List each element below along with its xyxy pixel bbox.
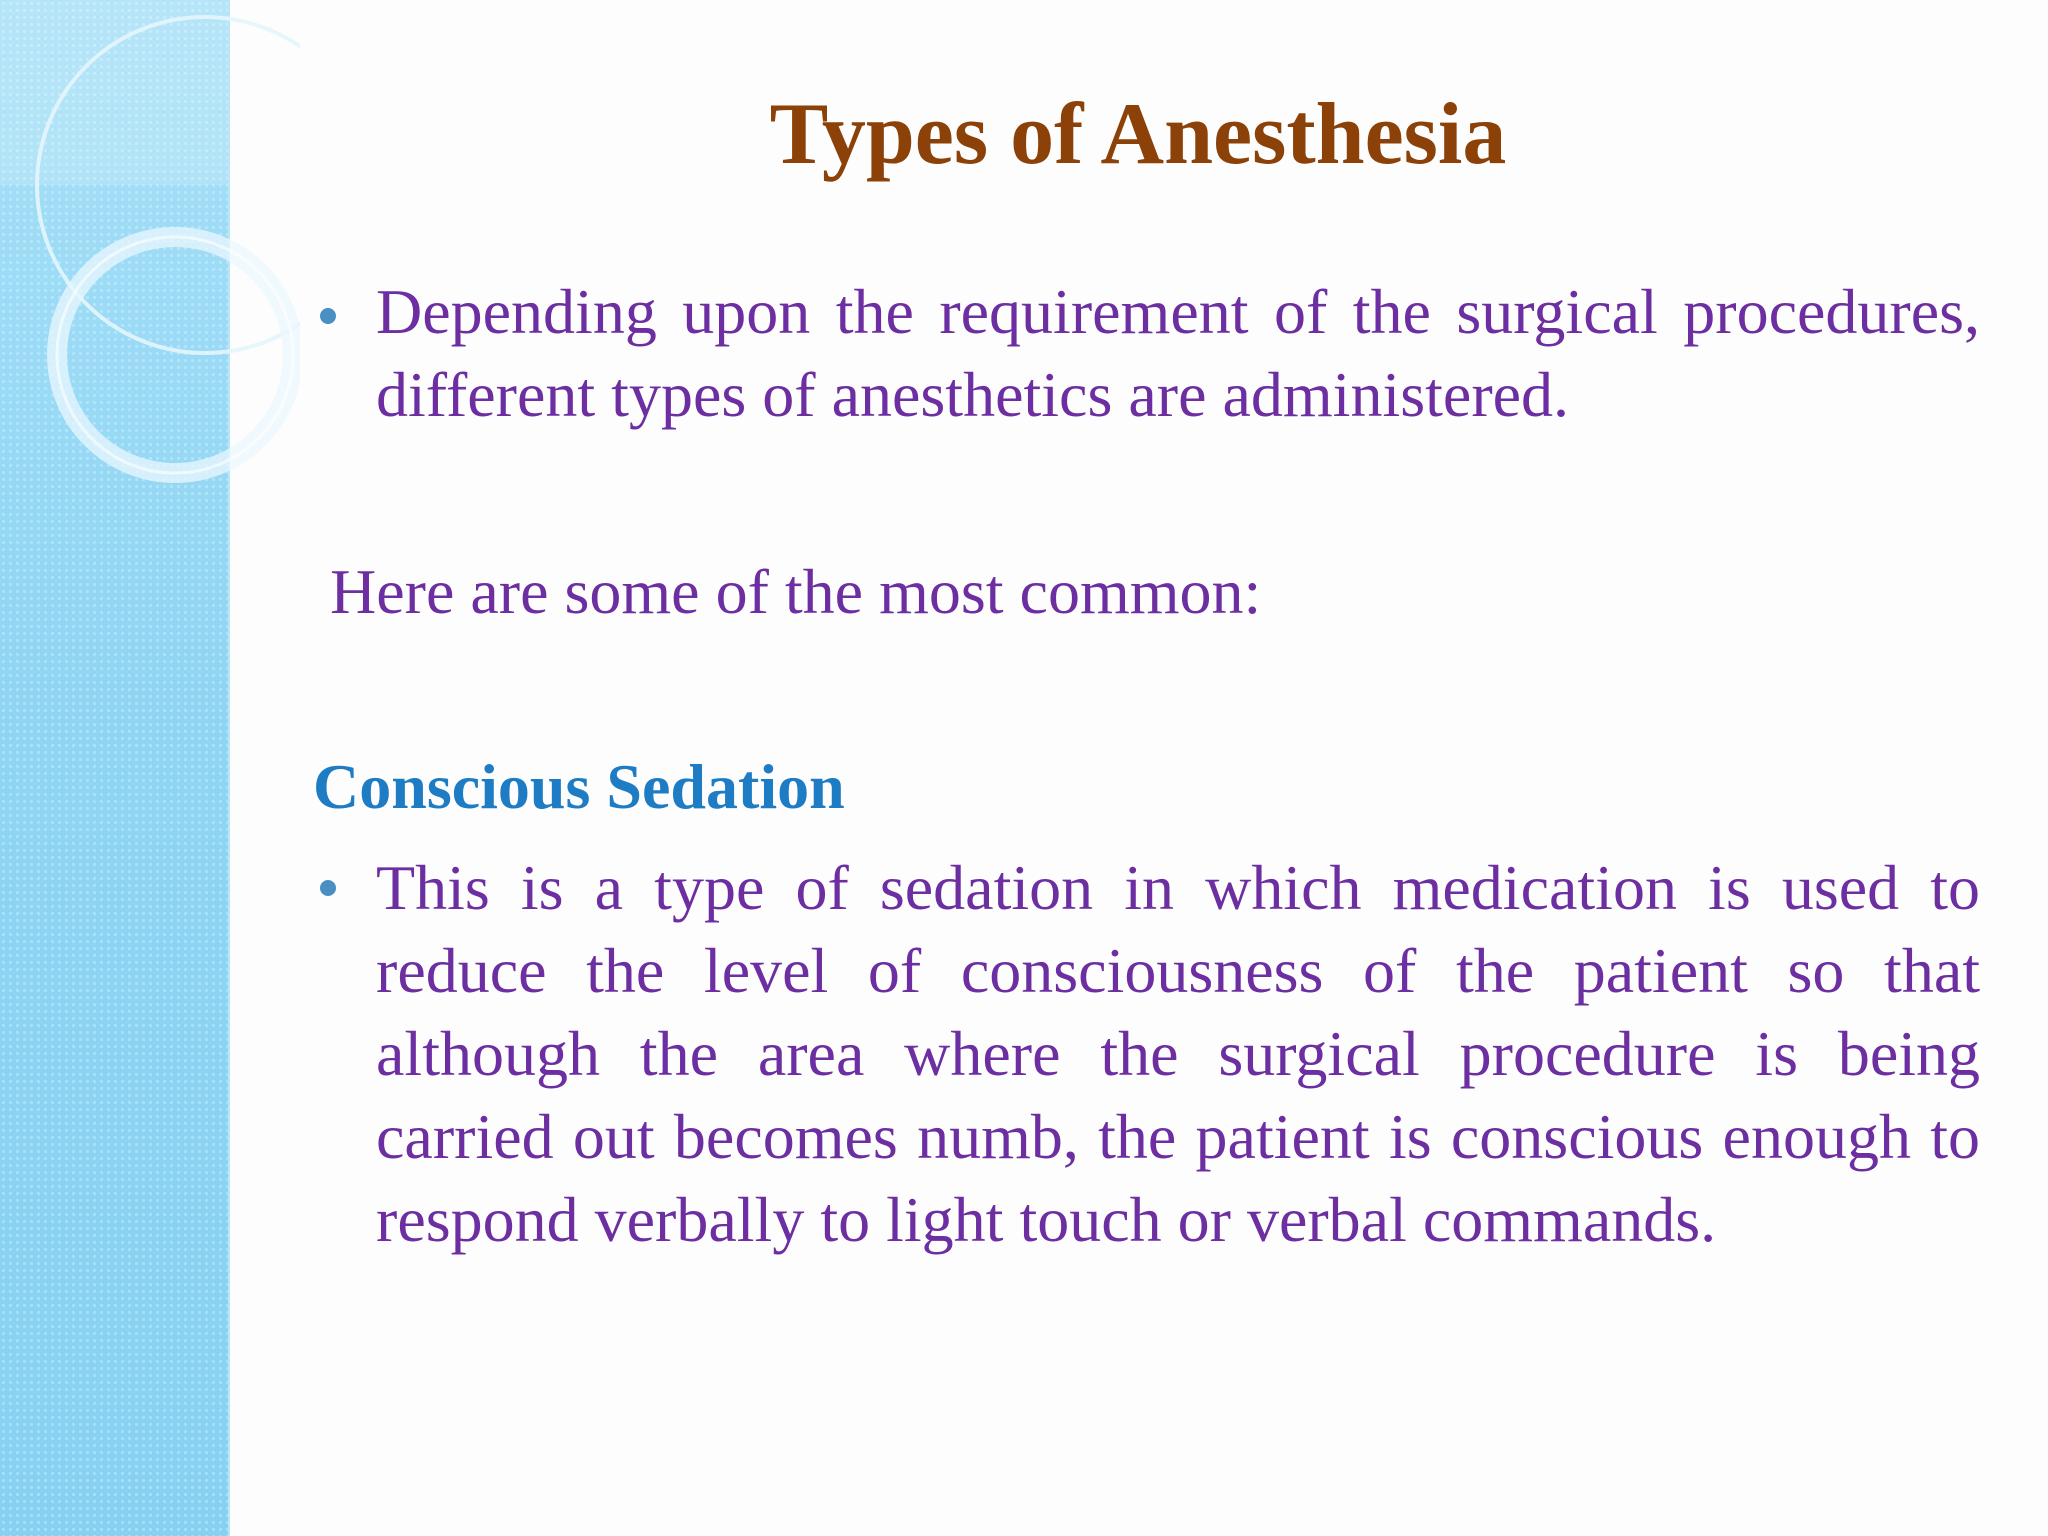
- lead-in-text: Here are some of the most common:: [330, 556, 1262, 627]
- slide-title: Types of Anesthesia: [769, 86, 1507, 183]
- bullet-dot: [320, 880, 336, 896]
- section-bullet-text: This is a type of sedation in which medication is used to reduce the level of consciousness of the patient so that although the area where the surgical procedure is being carried out becomes numb, the patient is conscious enough to respond verbally to light touch or verbal commands.: [376, 852, 1980, 1255]
- section-heading: Conscious Sedation: [313, 751, 845, 822]
- bullet-dot: [320, 308, 336, 324]
- decorative-rings: [0, 0, 300, 520]
- intro-bullet-text: Depending upon the requirement of the surgical procedures, different types of anesthetics are administered.: [376, 276, 1980, 430]
